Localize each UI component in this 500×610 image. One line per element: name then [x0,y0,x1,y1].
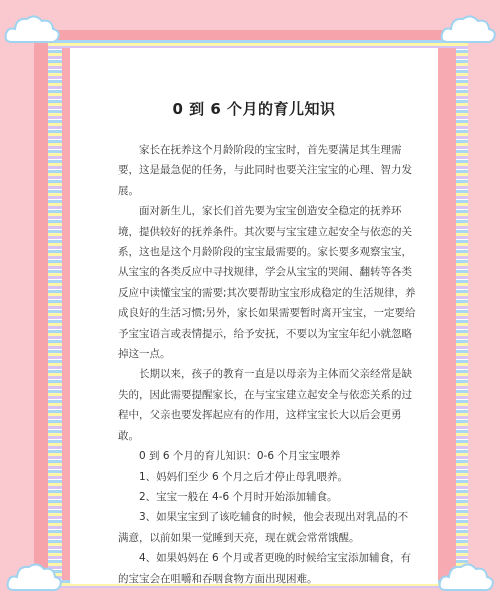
paragraph: 0 到 6 个月的育儿知识：0-6 个月宝宝喂养 [139,450,341,463]
paragraph: 面对新生儿，家长们首先要为宝宝创造安全稳定的抚养环境，提供较好的抚养条件。其次要与宝宝建立起安全与依恋的关系，这也是这个月龄阶段的宝宝最需要的。家长要多观察宝宝，从宝宝的各类反应中寻找规律，学会从宝宝的哭闹、翻转等各类反应中读懂宝宝的需要;其次要帮助宝宝形成稳定的生活规律，养成良好的生活习惯;另外，家长如果需要暂时离开宝宝，一定要给予宝宝语言或表情提示，给予安抚，不要以为宝宝年纪小就忽略掉这一点。 [118,205,416,361]
paragraph: 2、宝宝一般在 4-6 个月时开始添加辅食。 [139,490,338,503]
document-paper [70,48,438,584]
paragraph: 3、如果宝宝到了该吃辅食的时候，他会表现出对乳品的不满意，以前如果一觉睡到天亮，现在就会常常饿醒。 [118,511,409,544]
cloud-icon [4,558,64,598]
paragraph: 4、如果妈妈在 6 个月或者更晚的时候给宝宝添加辅食，有的宝宝会在咀嚼和吞咽食物方面出现困难。 [118,552,412,585]
cloud-icon [2,10,62,50]
paragraph: 1、妈妈们至少 6 个月之后才停止母乳喂养。 [139,470,349,483]
paragraph: 长期以来，孩子的教育一直是以母亲为主体而父亲经常是缺失的，因此需要提醒家长，在与宝宝建立起安全与依恋关系的过程中，父亲也要发挥起应有的作用，这样宝宝长大以后会更勇敢。 [118,368,412,442]
cloud-icon [436,558,496,598]
document-title: 0 到 6 个月的育儿知识 [172,100,336,118]
paragraph: 家长在抚养这个月龄阶段的宝宝时，首先要满足其生理需要，这是最急促的任务，与此同时也要关注宝宝的心理、智力发展。 [118,144,412,197]
document-body [118,140,418,589]
cloud-icon [438,10,498,50]
